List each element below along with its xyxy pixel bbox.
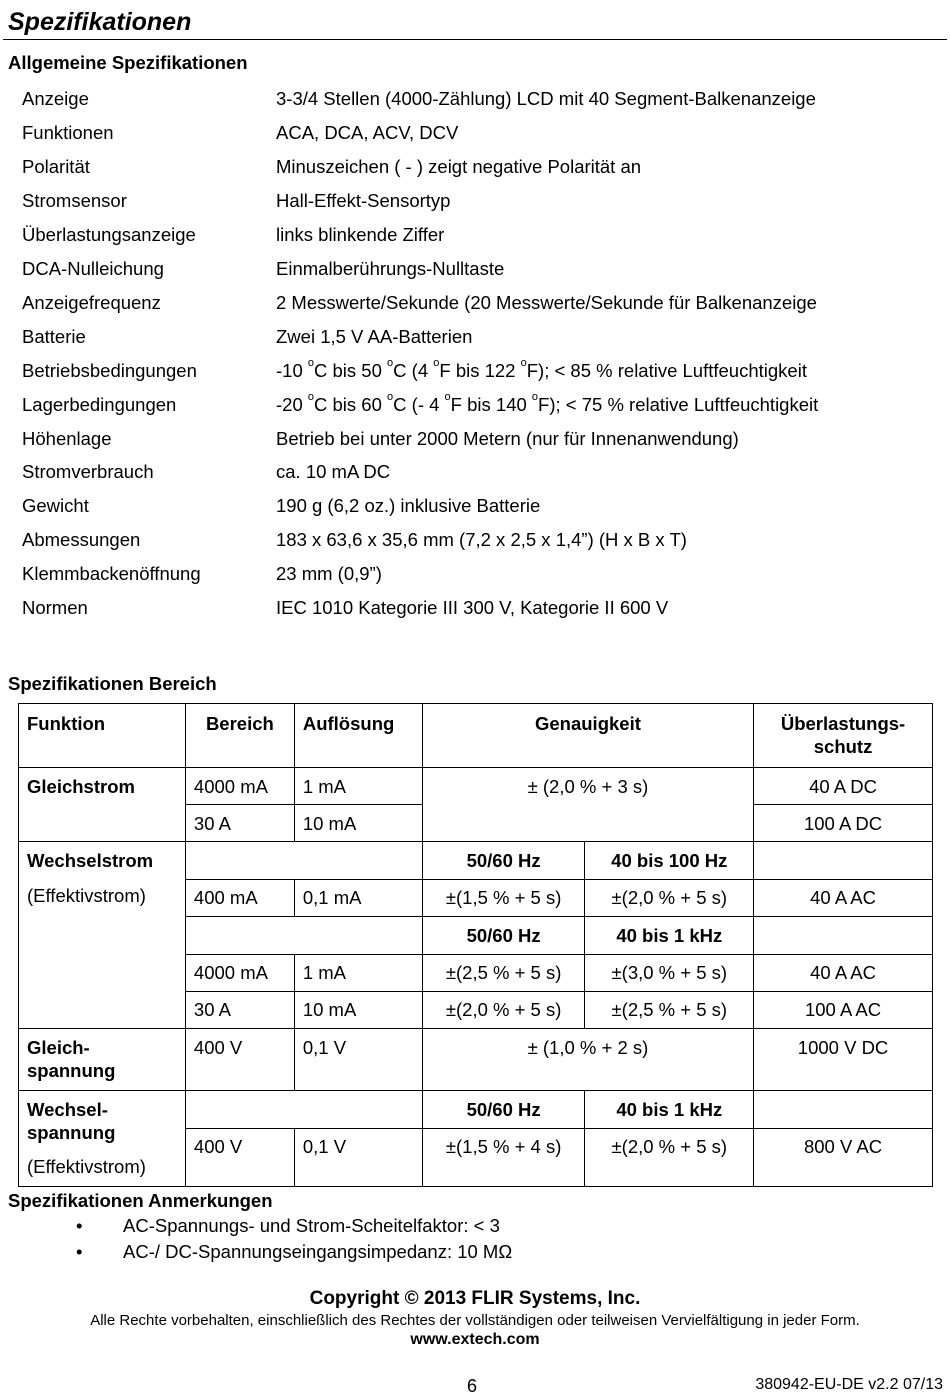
spec-label: Stromverbrauch [22, 461, 154, 483]
aufloesung-cell: 10 mA [294, 805, 422, 842]
table-subheader-row [19, 1091, 933, 1129]
degree-symbol: o [520, 356, 527, 369]
bereich-cell: 400 mA [185, 880, 294, 917]
spec-row [22, 495, 942, 529]
spec-label: Gewicht [22, 495, 89, 517]
bereich-cell: 30 A [185, 992, 294, 1029]
spec-value: Einmalberührungs-Nulltaste [276, 257, 505, 279]
spec-row [22, 461, 942, 495]
freq-header: 50/60 Hz [422, 842, 585, 880]
spec-label: Funktionen [22, 121, 114, 143]
range-spec-table [18, 703, 933, 1187]
spec-label: Polarität [22, 155, 90, 177]
empty-cell [185, 842, 422, 880]
spec-row [22, 292, 942, 326]
header-aufloesung: Auflösung [294, 704, 422, 768]
table-row [19, 1029, 933, 1091]
genauigkeit-cell: ± (1,0 % + 2 s) [422, 1029, 753, 1091]
spec-label: Stromsensor [22, 189, 127, 211]
genauigkeit-cell: ±(2,0 % + 5 s) [585, 880, 754, 917]
spec-value: 2 Messwerte/Sekunde (20 Messwerte/Sekunde für Balkenanzeige [276, 291, 817, 313]
spec-value: ACA, DCA, ACV, DCV [276, 121, 459, 143]
genauigkeit-cell: ±(2,0 % + 5 s) [585, 1129, 754, 1187]
spec-row [22, 390, 942, 428]
funktion-name-line2: spannung [27, 1060, 116, 1081]
spec-value: IEC 1010 Kategorie III 300 V, Kategorie II 600 V [276, 597, 669, 619]
genauigkeit-cell: ± (2,0 % + 3 s) [422, 768, 753, 842]
spec-label: Normen [22, 597, 88, 619]
table-row [19, 768, 933, 805]
degree-symbol: o [387, 356, 394, 369]
funktion-name-line1: Gleich- [27, 1037, 90, 1058]
genauigkeit-cell: ±(2,5 % + 5 s) [422, 955, 585, 992]
freq-header: 50/60 Hz [422, 917, 585, 955]
degree-symbol: o [444, 390, 451, 403]
document-id: 380942-EU-DE v2.2 07/13 [755, 1376, 943, 1393]
spec-value: 190 g (6,2 oz.) inklusive Batterie [276, 495, 541, 517]
spec-label: Klemmbackenöffnung [22, 563, 201, 585]
schutz-cell: 1000 V DC [754, 1029, 933, 1091]
funktion-name: Wechselstrom [27, 850, 154, 871]
funktion-sub: (Effektivstrom) [27, 1156, 146, 1177]
schutz-cell: 100 A AC [754, 992, 933, 1029]
notes-heading: Spezifikationen Anmerkungen [8, 1190, 273, 1211]
general-spec-heading: Allgemeine Spezifikationen [8, 52, 248, 73]
schutz-cell: 800 V AC [754, 1129, 933, 1187]
genauigkeit-cell: ±(1,5 % + 4 s) [422, 1129, 585, 1187]
funktion-cell [19, 842, 186, 1029]
header-genauigkeit: Genauigkeit [422, 704, 753, 768]
degree-symbol: o [531, 390, 539, 403]
spec-row [22, 156, 942, 190]
spec-value: Zwei 1,5 V AA-Batterien [276, 325, 473, 347]
website-link[interactable]: www.extech.com [410, 1331, 540, 1348]
aufloesung-cell: 0,1 V [294, 1129, 422, 1187]
spec-row [22, 529, 942, 563]
spec-value: ca. 10 mA DC [276, 461, 391, 483]
spec-value: links blinkende Ziffer [276, 223, 445, 245]
spec-row [22, 326, 942, 360]
bereich-cell: 4000 mA [185, 768, 294, 805]
note-text: AC-Spannungs- und Strom-Scheitelfaktor: < 3 [123, 1215, 500, 1236]
bullet-icon: • [76, 1241, 83, 1262]
aufloesung-cell: 0,1 V [294, 1029, 422, 1091]
spec-label: Betriebsbedingungen [22, 359, 197, 381]
empty-cell [754, 917, 933, 955]
spec-label: DCA-Nulleichung [22, 257, 164, 279]
spec-row [22, 258, 942, 292]
header-ueberlast: Überlastungs-schutz [754, 704, 933, 768]
spec-value: -10 $^o$C bis 50 $^o$C (4 $^o$F bis 122 $^o$F); < 85 % relative Luftfeuchtigkeit [276, 356, 807, 381]
empty-cell [754, 1091, 933, 1129]
spec-value: -20 $^o$C bis 60 $^o$C (- 4 $^o$F bis 140 $^o$F); < 75 % relative Luftfeuchtigkeit [276, 390, 819, 415]
degree-symbol: o [307, 356, 315, 369]
spec-row [22, 88, 942, 122]
degree-symbol: o [387, 390, 394, 403]
spec-value: 3-3/4 Stellen (4000-Zählung) LCD mit 40 Segment-Balkenanzeige [276, 88, 816, 109]
schutz-cell: 40 A DC [754, 768, 933, 805]
funktion-sub: (Effektivstrom) [27, 885, 146, 906]
bereich-cell: 400 V [185, 1129, 294, 1187]
spec-value: Minuszeichen ( - ) zeigt negative Polarität an [276, 155, 642, 177]
note-text: AC-/ DC-Spannungseingangsimpedanz: 10 MΩ [123, 1241, 513, 1262]
bereich-cell: 4000 mA [185, 955, 294, 992]
genauigkeit-cell: ±(2,0 % + 5 s) [422, 992, 585, 1029]
spec-label: Batterie [22, 325, 86, 347]
bereich-cell: 30 A [185, 805, 294, 842]
spec-row [22, 190, 942, 224]
funktion-cell: Gleichstrom [19, 768, 186, 842]
freq-header: 50/60 Hz [422, 1091, 585, 1129]
genauigkeit-cell: ±(3,0 % + 5 s) [585, 955, 754, 992]
table-subheader-row [19, 842, 933, 880]
freq-header: 40 bis 1 kHz [585, 917, 754, 955]
schutz-cell: 40 A AC [754, 880, 933, 917]
spec-row [22, 563, 942, 597]
freq-header: 40 bis 100 Hz [585, 842, 754, 880]
page-number: 6 [467, 1376, 478, 1396]
funktion-name-line1: Wechsel- [27, 1099, 108, 1120]
spec-label: Überlastungsanzeige [22, 223, 196, 245]
genauigkeit-cell: ±(1,5 % + 5 s) [422, 880, 585, 917]
genauigkeit-cell: ±(2,5 % + 5 s) [585, 992, 754, 1029]
header-bereich: Bereich [185, 704, 294, 768]
rights-notice: Alle Rechte vorbehalten, einschließlich des Rechtes der vollständigen oder teilweisen Vervielfältigung in jeder Form. [90, 1312, 860, 1329]
aufloesung-cell: 0,1 mA [294, 880, 422, 917]
empty-cell [185, 917, 422, 955]
title-rule [3, 39, 947, 40]
spec-row [22, 356, 942, 394]
schutz-cell: 40 A AC [754, 955, 933, 992]
bullet-icon: • [76, 1215, 83, 1236]
aufloesung-cell: 1 mA [294, 768, 422, 805]
spec-value: 183 x 63,6 x 35,6 mm (7,2 x 2,5 x 1,4”) (H x B x T) [276, 529, 687, 551]
spec-value: 23 mm (0,9”) [276, 563, 382, 585]
spec-label: Abmessungen [22, 529, 141, 551]
degree-symbol: o [433, 356, 440, 369]
funktion-name-line2: spannung [27, 1122, 116, 1143]
aufloesung-cell: 10 mA [294, 992, 422, 1029]
spec-value: Betrieb bei unter 2000 Metern (nur für Innenanwendung) [276, 427, 739, 449]
spec-label: Lagerbedingungen [22, 393, 177, 415]
degree-symbol: o [307, 390, 315, 403]
spec-label: Höhenlage [22, 427, 112, 449]
spec-row [22, 224, 942, 258]
spec-label: Anzeigefrequenz [22, 291, 161, 313]
funktion-cell [19, 1029, 186, 1091]
funktion-cell [19, 1091, 186, 1187]
freq-header: 40 bis 1 kHz [585, 1091, 754, 1129]
empty-cell [185, 1091, 422, 1129]
spec-row [22, 428, 942, 462]
page-title: Spezifikationen [8, 8, 192, 36]
aufloesung-cell: 1 mA [294, 955, 422, 992]
header-funktion: Funktion [19, 704, 186, 768]
spec-row [22, 122, 942, 156]
empty-cell [754, 842, 933, 880]
schutz-cell: 100 A DC [754, 805, 933, 842]
bereich-cell: 400 V [185, 1029, 294, 1091]
copyright: Copyright © 2013 FLIR Systems, Inc. [309, 1288, 641, 1309]
table-header-row [19, 704, 933, 768]
spec-label: Anzeige [22, 88, 89, 109]
range-spec-heading: Spezifikationen Bereich [8, 673, 217, 694]
spec-row [22, 597, 942, 631]
spec-value: Hall-Effekt-Sensortyp [276, 189, 451, 211]
